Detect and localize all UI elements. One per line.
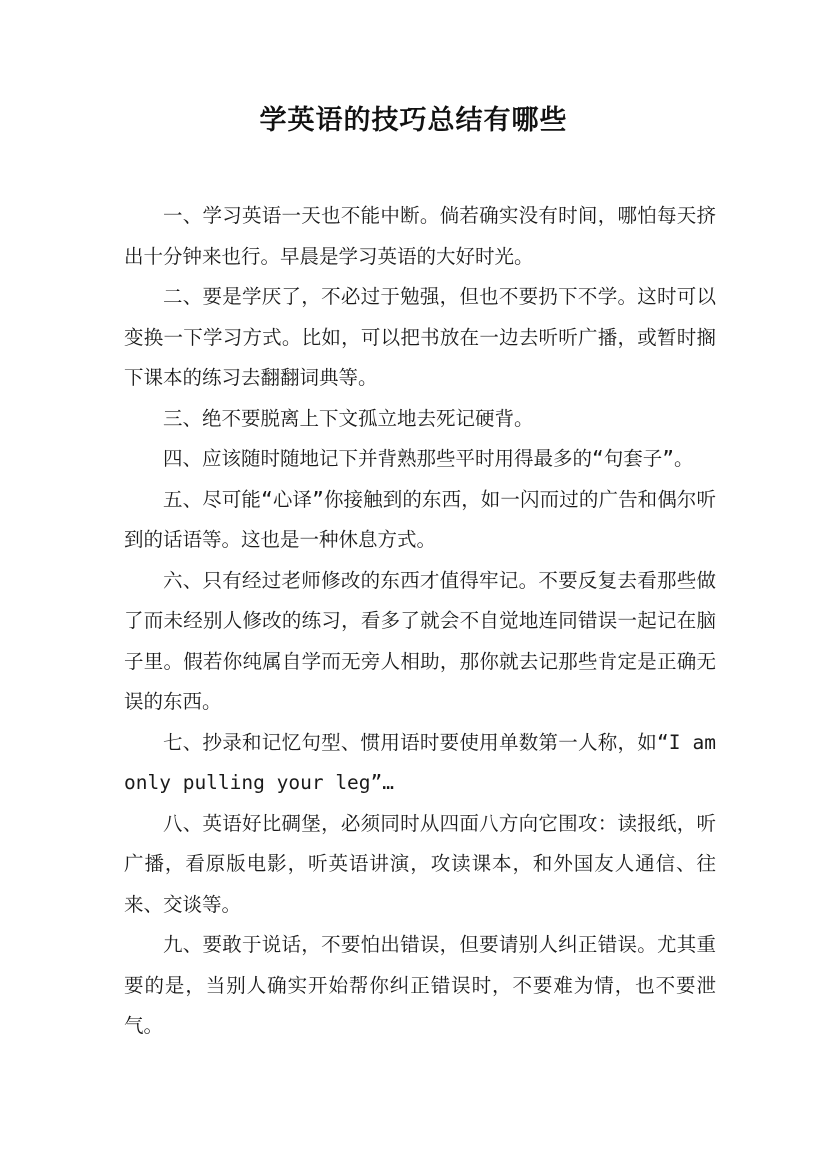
paragraph-9: 九、要敢于说话，不要怕出错误，但要请别人纠正错误。尤其重要的是，当别人确实开始帮你纠正错误时，不要难为情，也不要泄气。 (124, 933, 716, 1037)
document-body (124, 196, 716, 1047)
paragraph-8: 八、英语好比碉堡，必须同时从四面八方向它围攻：读报纸，听广播，看原版电影，听英语讲演，攻读课本，和外国友人通信、往来、交谈等。 (124, 811, 716, 916)
paragraph-3: 三、绝不要脱离上下文孤立地去死记硬背。 (163, 406, 534, 430)
document-title: 学英语的技巧总结有哪些 (259, 105, 568, 136)
paragraph-6: 六、只有经过老师修改的东西才值得牢记。不要反复去看那些做了而未经别人修改的练习，看多了就会不自觉地连同错误一起记在脑子里。假若你纯属自学而无旁人相助，那你就去记那些肯定是正确无误的东西。 (124, 568, 716, 713)
paragraph-2: 二、要是学厌了，不必过于勉强，但也不要扔下不学。这时可以变换一下学习方式。比如，可以把书放在一边去听听广播，或暂时搁下课本的练习去翻翻词典等。 (124, 285, 716, 389)
paragraph-4: 四、应该随时随地记下并背熟那些平时用得最多的“句套子”。 (163, 447, 694, 470)
paragraph-1: 一、学习英语一天也不能中断。倘若确实没有时间，哪怕每天挤出十分钟来也行。早晨是学习英语的大好时光。 (124, 204, 716, 268)
paragraph-5: 五、尽可能“心译”你接触到的东西，如一闪而过的广告和偶尔听到的话语等。这也是一种休息方式。 (124, 487, 716, 551)
paragraph-7: 七、抄录和记忆句型、惯用语时要使用单数第一人称，如“I am only pulling your leg”… (124, 730, 716, 794)
